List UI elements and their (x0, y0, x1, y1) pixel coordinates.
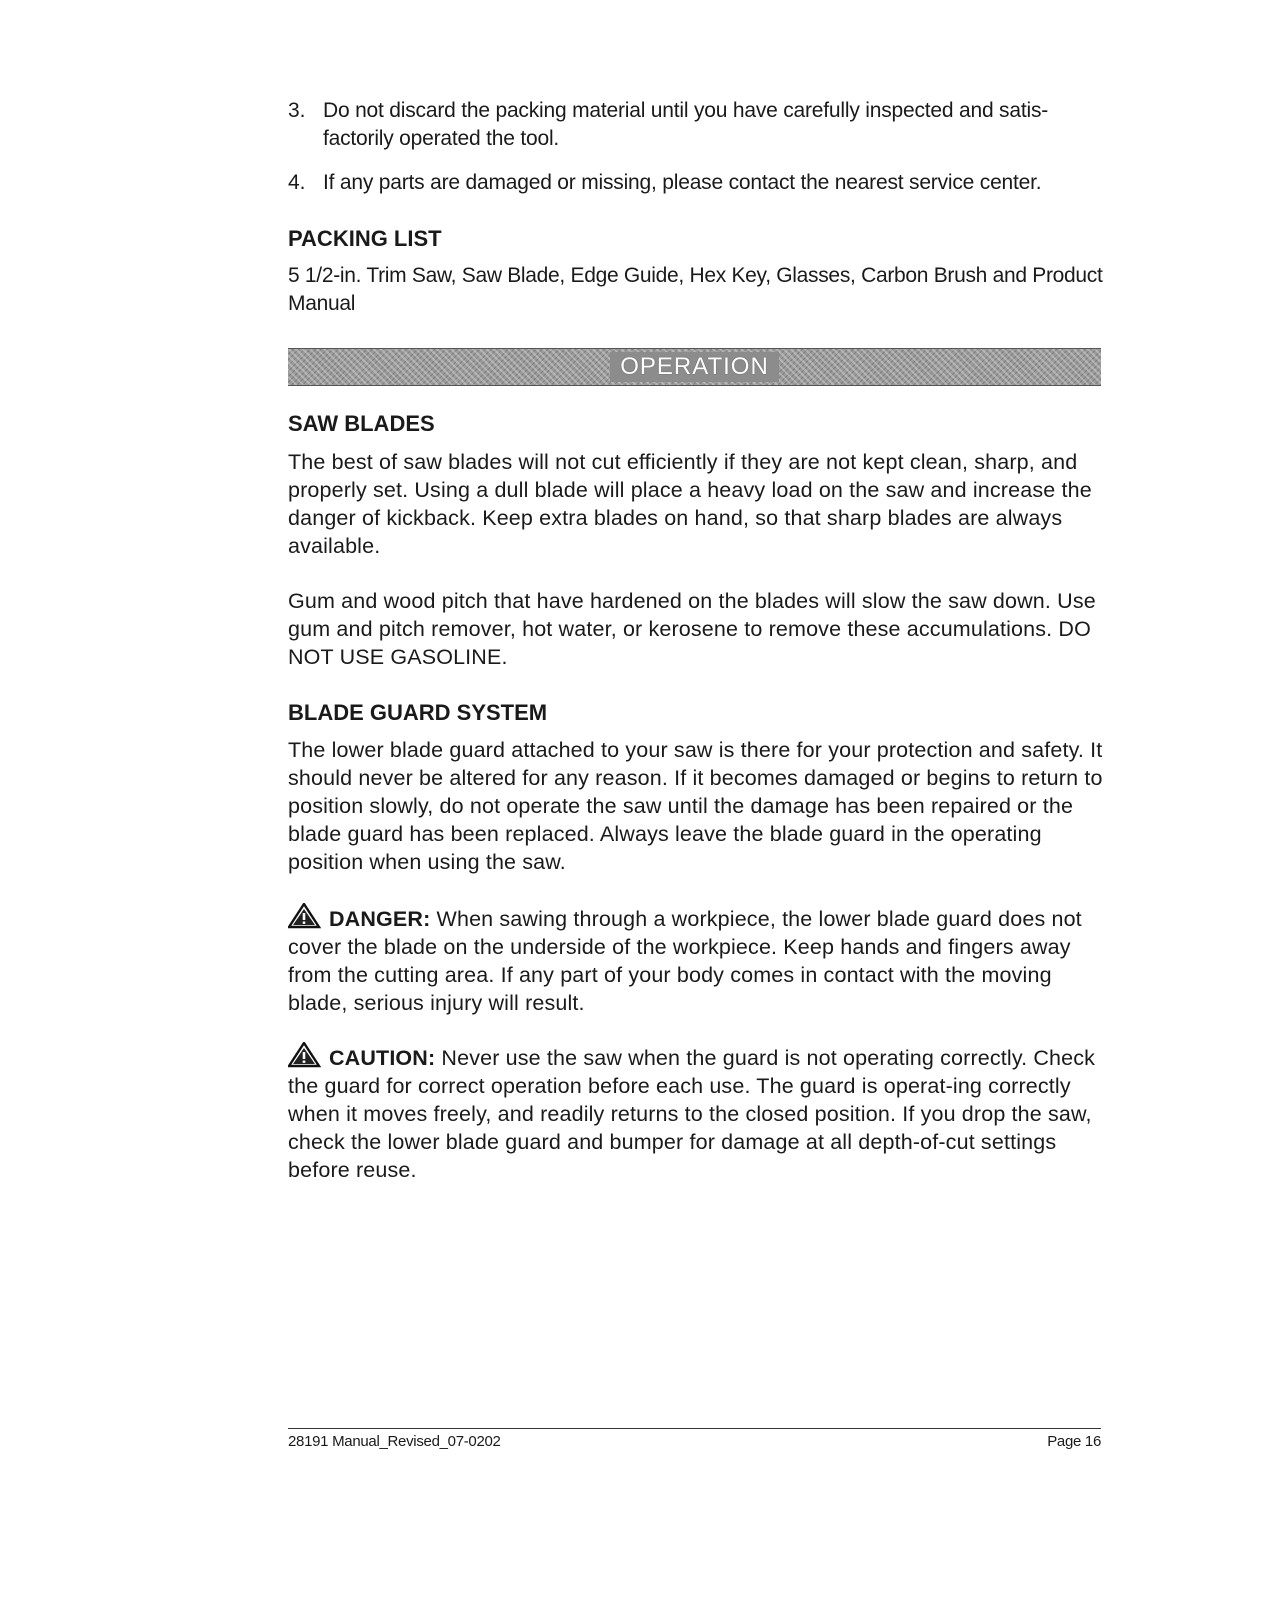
packing-list-text: 5 1/2-in. Trim Saw, Saw Blade, Edge Guide, Hex Key, Glasses, Carbon Brush and Product Manual (288, 264, 1103, 315)
saw-blades-paragraph-2: Gum and wood pitch that have hardened on the blades will slow the saw down. Use gum and pitch remover, hot water, or kerosene to remove these accumulations. DO NOT USE GASOLINE. (288, 589, 1096, 669)
caution-notice (288, 1042, 1108, 1184)
saw-blades-paragraph-1: The best of saw blades will not cut efficiently if they are not kept clean, sharp, and properly set. Using a dull blade will place a heavy load on the saw and increase the danger of kickback. Keep extra blades on hand, so that sharp blades are always available. (288, 450, 1092, 558)
section-heading-packing-list: PACKING LIST (288, 226, 442, 251)
danger-label: DANGER: (329, 907, 431, 931)
blade-guard-paragraph: The lower blade guard attached to your saw is there for your protection and safety. It should never be altered for any reason. If it becomes damaged or begins to return to position slowly, do not operate the saw until the damage has been repaired or the blade guard has been replaced. Always leave the blade guard in the operating position when using the saw. (288, 738, 1103, 874)
list-item (288, 169, 1108, 197)
caution-label: CAUTION: (329, 1046, 436, 1070)
section-heading-saw-blades: SAW BLADES (288, 411, 435, 436)
list-item (288, 97, 1108, 153)
banner-title: OPERATION (610, 352, 779, 382)
warning-triangle-icon (288, 1042, 324, 1068)
danger-notice (288, 903, 1108, 1017)
footer-document-id: 28191 Manual_Revised_07-0202 (288, 1433, 501, 1450)
footer-page-number: Page 16 (1047, 1433, 1101, 1450)
footer-divider (288, 1428, 1101, 1429)
caution-text: Never use the saw when the guard is not operating correctly. Check the guard for correct operation before each use. The guard is operat-ing correctly when it moves freely, and readily returns to the closed position. If you drop the saw, check the lower blade guard and bumper for damage at all depth-of-cut settings before reuse. (288, 1046, 1096, 1182)
danger-text: When sawing through a workpiece, the lower blade guard does not cover the blade on the underside of the workpiece. Keep hands and fingers away from the cutting area. If any part of your body comes in contact with the moving blade, serious injury will result. (288, 907, 1082, 1015)
section-heading-blade-guard: BLADE GUARD SYSTEM (288, 700, 548, 725)
list-text: If any parts are damaged or missing, please contact the nearest service center. (323, 171, 1042, 194)
section-banner (288, 348, 1101, 386)
list-number: 3. (288, 99, 306, 122)
list-number: 4. (288, 171, 306, 194)
warning-triangle-icon (288, 903, 324, 929)
list-text: Do not discard the packing material until you have carefully inspected and satis-factorily operated the tool. (323, 99, 1049, 150)
